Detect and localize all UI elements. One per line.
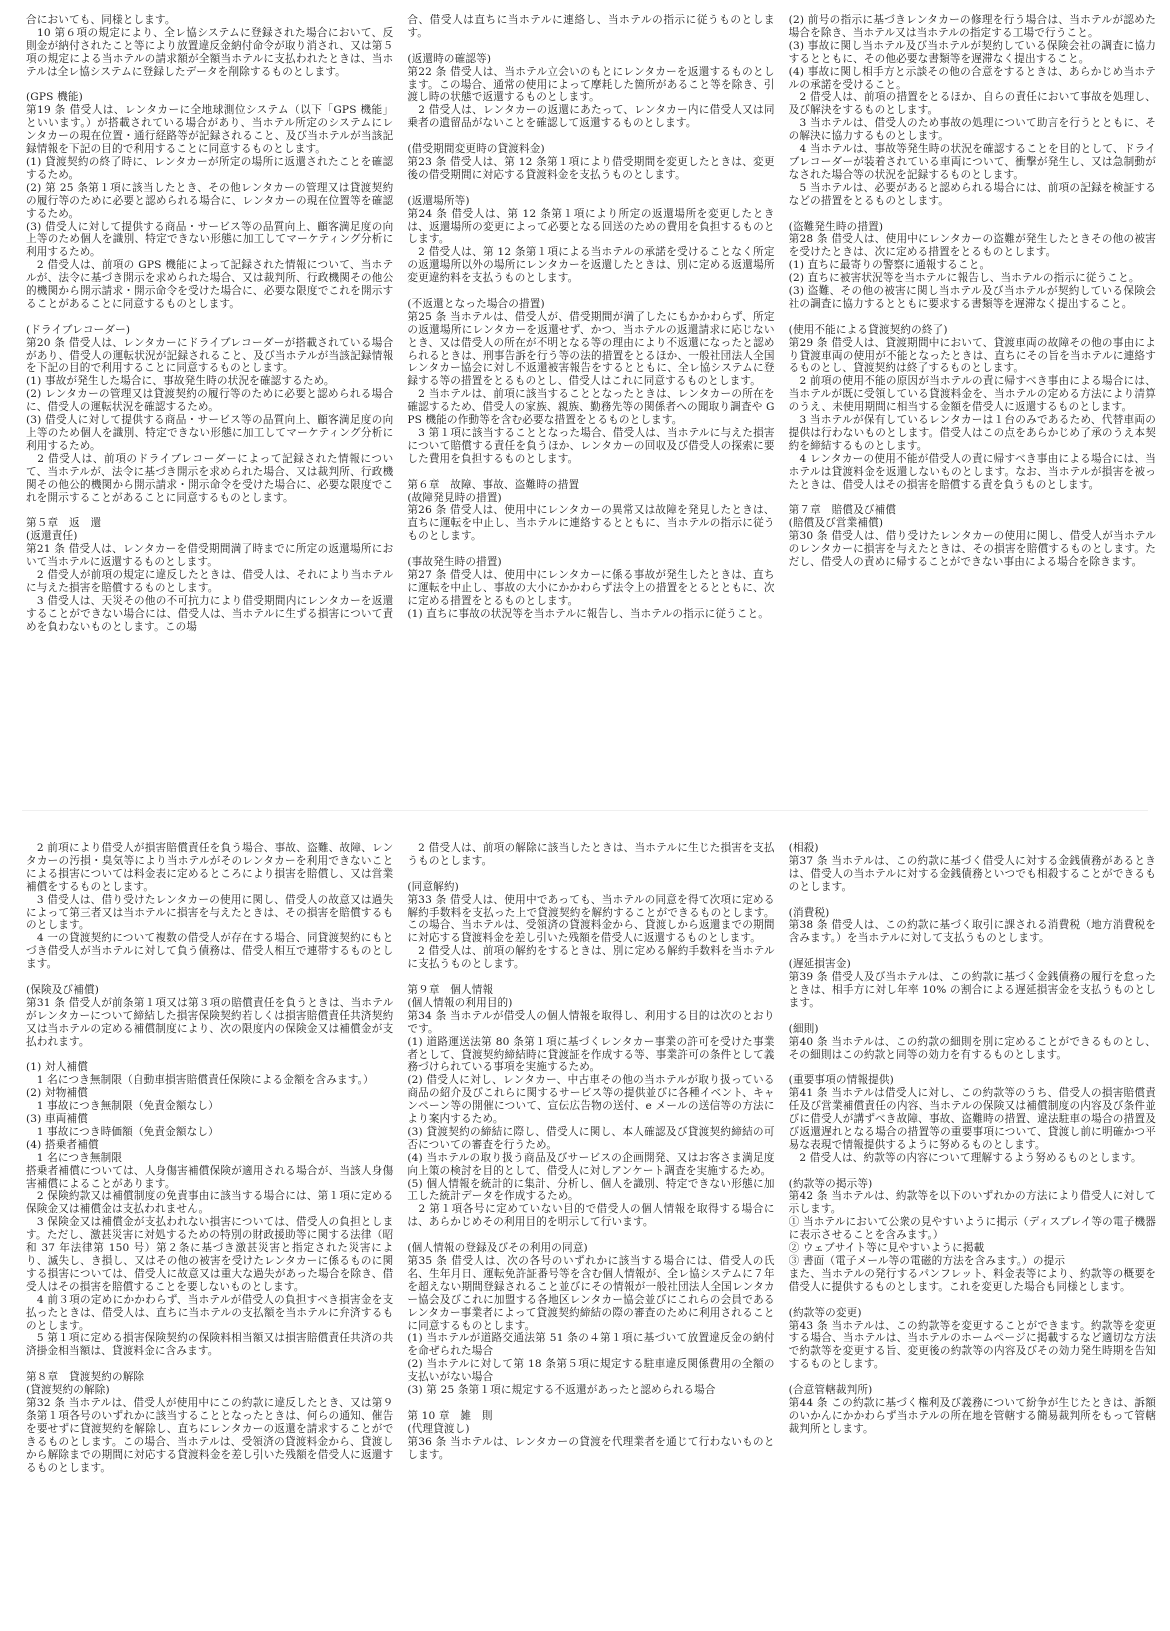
clause-line: 1 事故につき無制限（免責金額なし）	[26, 1100, 219, 1113]
clause-line: 2 借受人が前項の規定に違反したときは、借受人は、それにより当ホテルに与えた損害を賠償するものとします。	[26, 568, 394, 594]
clause-line: 3 第１項に該当することとなった場合、借受人は、当ホテルに与えた損害について賠償する責任を負うほか、レンタカーの回収及び借受人の探索に要した費用を負担するものとします。	[407, 427, 775, 465]
clause-line: 2 借受人は、第 12 条第１項による当ホテルの承諾を受けることなく所定の返還場所以外の場所にレンタカーを返還したときは、別に定める返還場所変更違約料を支払うものとします。	[407, 246, 775, 285]
clause-line: ① 当ホテルにおいて公衆の見やすいように掲示（ディスプレイ等の電子機器に表示させることを含みます。）	[788, 1216, 1156, 1242]
clause-line: 4 前３項の定めにかかわらず、当ホテルが借受人の負担すべき損害金を支払ったときは、借受人は、直ちに当ホテルの支払額を当ホテルに弁済するものとします。	[26, 1293, 394, 1332]
clause-line: ② ウェブサイト等に見やすいように掲載	[788, 1242, 985, 1255]
clause-line: (1) 直ちに事故の状況等を当ホテルに報告し、当ホテルの指示に従うこと。	[407, 607, 770, 620]
upper-right-column	[789, 14, 1156, 792]
clause-line: また、当ホテルの発行するパンフレット、料金表等により、約款等の概要を借受人に提供するものとします。これを変更した場合も同様とします。	[788, 1267, 1156, 1293]
clause-line: 2 前項の使用不能の原因が当ホテルの責に帰すべき事由による場合には、当ホテルが既に受領している貸渡料金を、当ホテルの定める方法により清算のうえ、未使用期間に相当する金額を借受人に返還するものとします。	[788, 375, 1156, 414]
clause-line: 第44 条 この約款に基づく権利及び義務について紛争が生じたときは、訴額のいかんにかかわらず当ホテルの所在地を管轄する簡易裁判所をもって管轄裁判所とします。	[788, 1396, 1156, 1435]
clause-line: 合においても、同様とします。	[26, 14, 176, 26]
clause-line: 2 借受人は、約款等の内容について理解するよう努めるものとします。	[788, 1151, 1142, 1164]
clause-line: (代理貸渡し)	[407, 1422, 470, 1435]
clause-line: (借受期間変更時の貸渡料金)	[407, 143, 545, 156]
clause-line	[407, 182, 774, 195]
clause-line: 3 保険金又は補償金が支払われない損害については、借受人の負担とします。ただし、激甚災害に対処するための特別の財政援助等に関する法律（昭和 37 年法律第 150 号）第２条に基づき激甚災害と指定された災害により、滅失し、き損し、又はその他の被害を受けたレンタカーに係るものに関する損害については、借受人に故意又は重大な過失があった場合を除き、借受人はその損害を賠償することを要しないものとします。	[26, 1216, 394, 1293]
clause-line	[789, 1294, 1156, 1307]
clause-line: (個人情報の利用目的)	[407, 996, 513, 1009]
lower-middle-column	[407, 842, 774, 1622]
clause-line: 第38 条 借受人は、この約款に基づく取引に課される消費税（地方消費税を含みます。）を当ホテルに対して支払うものとします。	[788, 919, 1156, 945]
clause-line: (3) 借受人に対して提供する商品・サービス等の品質向上、顧客満足度の向上等のため個人を識別、特定できない形態に加工してマーケティング分析に利用するため。	[26, 220, 394, 259]
clause-line	[789, 311, 1156, 324]
clause-line	[407, 971, 774, 984]
clause-line: 第20 条 借受人は、レンタカーにドライブレコーダーが搭載されている場合があり、借受人の運転状況が記録されること、及び当ホテルが当該記録情報を下記の目的で利用することに同意するものとします。	[26, 336, 394, 375]
clause-line	[407, 130, 774, 143]
clause-line: (合意管轄裁判所)	[788, 1384, 873, 1397]
clause-line	[26, 79, 393, 92]
clause-line: 第43 条 当ホテルは、この約款等を変更することができます。約款等を変更する場合、当ホテルは、当ホテルのホームページに掲載するなど適切な方法で約款等を変更する旨、変更後の約款等の内容及びその効力発生時期を告知するものとします。	[788, 1319, 1156, 1371]
clause-line: 第22 条 借受人は、当ホテル立会いのもとにレンタカーを返還するものとします。この場合、通常の使用によって摩耗した箇所があること等を除き、引渡し時の状態で返還するものとします。	[407, 65, 775, 104]
clause-line: 第36 条 当ホテルは、レンタカーの貸渡を代理業者を通じて行わないものとします。	[407, 1435, 775, 1461]
clause-line: 3 当ホテルは、借受人のため事故の処理について助言を行うとともに、その解決に協力するものとします。	[788, 117, 1156, 143]
clause-line	[789, 945, 1156, 958]
clause-line: (同意解約)	[407, 880, 459, 893]
clause-line: 第26 条 借受人は、使用中にレンタカーの異常又は故障を発見したときは、直ちに運転を中止し、当ホテルに連絡するとともに、当ホテルの指示に従うものとします。	[407, 504, 775, 543]
clause-line: (1) 当ホテルが道路交通法第 51 条の４第１項に基づいて放置違反金の納付を命ぜられた場合	[407, 1332, 775, 1358]
clause-line: (遅延損害金)	[788, 958, 851, 971]
clause-line: 2 保険約款又は補償制度の免責事由に該当する場合には、第１項に定める保険金又は補償金は支払われません。	[26, 1190, 394, 1216]
clause-line	[26, 1358, 393, 1371]
clause-line: 2 借受人は、前項の解除に該当したときは、当ホテルに生じた損害を支払うものとします。	[407, 842, 775, 867]
upper-middle-column	[407, 14, 774, 792]
clause-line: 第40 条 当ホテルは、この約款の細則を別に定めることができるものとし、その細則はこの約款と同等の効力を有するものとします。	[788, 1035, 1156, 1061]
clause-line: 4 当ホテルは、事故等発生時の状況を確認することを目的として、ドライブレコーダーが装着されている車両について、衝撃が発生し、又は急制動がなされた場合等の状況を記録するものとします。	[788, 143, 1156, 181]
clause-line: (5) 個人情報を統計的に集計、分析し、個人を識別、特定できない形態に加工した統計データを作成するため。	[407, 1177, 775, 1203]
clause-line: (返還時の確認等)	[407, 52, 492, 65]
clause-line	[407, 40, 774, 53]
clause-line: 2 第１項各号に定めていない目的で借受人の個人情報を取得する場合には、あらかじめその利用目的を明示して行います。	[407, 1203, 775, 1229]
clause-line: (2) 当ホテルに対して第 18 条第５項に規定する駐車違反関係費用の全額の支払いがない場合	[407, 1358, 775, 1384]
clause-line: (保険及び補償)	[26, 983, 100, 996]
clause-line: 5 当ホテルは、必要があると認められる場合には、前項の記録を検証するなどの措置をとるものとします。	[788, 181, 1156, 207]
clause-line	[407, 1397, 774, 1410]
clause-line	[789, 1371, 1156, 1384]
clause-line: (4) 当ホテルの取り扱う商品及びサービスの企画開発、又はお客さま満足度向上策の検討を目的として、借受人に対しアンケート調査を実施するため。	[407, 1151, 775, 1177]
upper-page-section	[0, 14, 1170, 792]
clause-line	[407, 868, 774, 881]
clause-line	[789, 1061, 1156, 1074]
clause-line: 3 借受人は、天災その他の不可抗力により借受期間内にレンタカーを返還することができない場合には、借受人は、当ホテルに生ずる損害について責めを負わないものとします。この場	[26, 594, 394, 633]
clause-line: (2) 借受人に対し、レンタカー、中古車その他の当ホテルが取り扱っている商品の紹介及びこれらに関するサービス等の提供並びに各種イベント、キャンペーン等の開催について、宣伝広告物の送付、e メールの送信等の方法により案内するため。	[407, 1074, 775, 1126]
clause-line: 第32 条 当ホテルは、借受人が使用中にこの約款に違反したとき、又は第９条第１項各号のいずれかに該当することとなったときは、何らの通知、催告を要せずに貸渡契約を解除し、直ちにレンタカーの返還を請求することができるものとします。この場合、当ホテルは、受領済の貸渡料金から、貸渡しから解除までの期間に対応する貸渡料金を差し引いた残額を借受人に返還するものとします。	[26, 1396, 394, 1474]
clause-line: (事故発生時の措置)	[407, 556, 502, 569]
clause-line: (使用不能による貸渡契約の終了)	[788, 323, 948, 336]
clause-line: (2) レンタカーの管理又は貸渡契約の履行等のために必要と認められる場合に、借受人の運転状況を確認するため。	[26, 388, 394, 414]
clause-line	[26, 311, 393, 324]
clause-line: (盗難発生時の措置)	[788, 220, 884, 233]
clause-line: 2 前項により借受人が損害賠償責任を負う場合、事故、盗難、故障、レンタカーの汚損・臭気等により当ホテルがそのレンタカーを利用できないことによる損害については料金表に定めるところにより損害を賠償し、又は営業補償をするものとします。	[26, 842, 394, 893]
clause-line: 搭乗者補償については、人身傷害補償保険が適用される場合が、当該人身傷害補償によることがあります。	[26, 1164, 394, 1190]
clause-line: (故障発見時の措置)	[407, 491, 502, 504]
clause-line: 第９章 個人情報	[407, 983, 494, 996]
clause-line: (1) 直ちに最寄りの警察に通報すること。	[788, 259, 991, 272]
clause-line: 4 一の貸渡契約について複数の借受人が存在する場合、同貸渡契約にもとづき借受人が当ホテルに対して負う債務は、借受人相互で連帯するものとします。	[26, 932, 394, 971]
clause-line: (消費税)	[788, 906, 830, 919]
clause-line: 2 借受人は、前項の解約をするときは、別に定める解約手数料を当ホテルに支払うものとします。	[407, 945, 775, 971]
clause-line: (2) 第 25 条第１項に該当したとき、その他レンタカーの管理又は貸渡契約の履行等のために必要と認められる場合に、レンタカーの現在位置等を確認するため。	[26, 181, 394, 220]
clause-line: (2) 対物補償	[26, 1087, 88, 1100]
clause-line: 第35 条 借受人は、次の各号のいずれかに該当する場合には、借受人の氏名、生年月日、運転免許証番号等を含む個人情報が、全レ協システムに７年を超えない期間登録されること並びにその情報が一般社団法人全国レンタカー協会及びこれに加盟する各地区レンタカー協会並びにこれらの会員であるレンタカー事業者によって貸渡契約締結の際の審査のために利用されることに同意するものとします。	[407, 1255, 775, 1332]
clause-line: (3) 車両補償	[26, 1113, 88, 1126]
clause-line: (不返還となった場合の措置)	[407, 297, 545, 310]
clause-line	[789, 894, 1156, 907]
clause-line: (2) 前号の指示に基づきレンタカーの修理を行う場合は、当ホテルが認めた場合を除き、当ホテル又は当ホテルの指定する工場で行うこと。	[788, 14, 1156, 39]
clause-line: 第29 条 借受人は、貸渡期間中において、貸渡車両の故障その他の事由により貸渡車両の使用が不能となったときは、直ちにその旨を当ホテルに連絡するものとし、貸渡契約は終了するものとします。	[788, 336, 1156, 375]
lower-right-column	[789, 842, 1156, 1622]
clause-line	[26, 504, 393, 517]
clause-line: 合、借受人は直ちに当ホテルに連絡し、当ホテルの指示に従うものとします。	[407, 14, 775, 39]
clause-line: 2 借受人は、前項の GPS 機能によって記録された情報について、当ホテルが、法令に基づき開示を求められた場合、又は裁判所、行政機関その他公的機関から開示請求・開示命令を受けた場合に、必要な限度でこれを開示することがあることに同意するものとします。	[26, 259, 394, 310]
clause-line: (GPS 機能)	[26, 91, 83, 104]
clause-line: (3) 貸渡契約の締結に際し、借受人に関し、本人確認及び貸渡契約締結の可否についての審査を行うため。	[407, 1125, 775, 1151]
clause-line: (1) 貸渡契約の終了時に、レンタカーが所定の場所に返還されたことを確認するため。	[26, 155, 394, 181]
clause-line: 4 レンタカーの使用不能が借受人の責に帰すべき事由による場合には、当ホテルは貸渡料金を返還しないものとします。なお、当ホテルが損害を被ったときは、借受人はその損害を賠償する責を負うものとします。	[788, 452, 1156, 491]
clause-line: (3) 盗難、その他の被害に関し当ホテル及び当ホテルが契約している保険会社の調査に協力するとともに要求する書類等を遅滞なく提出すること。	[788, 285, 1156, 310]
clause-line: (個人情報の登録及びその利用の同意)	[407, 1242, 588, 1255]
clause-line	[789, 1165, 1156, 1178]
clause-line: 2 借受人は、レンタカーの返還にあたって、レンタカー内に借受人又は同乗者の遺留品がないことを確認して返還するものとします。	[407, 104, 775, 130]
clause-line	[789, 492, 1156, 505]
upper-left-column	[26, 14, 393, 792]
clause-line: 1 事故につき時価額（免責金額なし）	[26, 1125, 219, 1138]
clause-line: (相殺)	[788, 842, 819, 854]
clause-line: 第28 条 借受人は、使用中にレンタカーの盗難が発生したときその他の被害を受けたときは、次に定める措置をとるものとします。	[788, 233, 1156, 259]
clause-line: 第31 条 借受人が前条第１項又は第３項の賠償責任を負うときは、当ホテルがレンタカーについて締結した損害保険契約若しくは損害賠償責任共済契約又は当ホテルの定める補償制度により、次の限度内の保険金又は補償金が支払われます。	[26, 996, 394, 1048]
clause-line: 第23 条 借受人は、第 12 条第１項により借受期間を変更したときは、変更後の借受期間に対応する貸渡料金を支払うものとします。	[407, 155, 775, 181]
clause-line: (1) 事故が発生した場合に、事故発生時の状況を確認するため。	[26, 375, 335, 388]
clause-line: 1 名につき無制限	[26, 1151, 123, 1164]
lower-left-column	[26, 842, 393, 1622]
clause-line: (約款等の変更)	[788, 1306, 862, 1319]
clause-line: (3) 事故に関し当ホテル及び当ホテルが契約している保険会社の調査に協力するとともに、その他必要な書類等を遅滞なく提出すること。	[788, 39, 1156, 65]
clause-line: (ドライブレコーダー)	[26, 323, 131, 336]
clause-line: (2) 直ちに被害状況等を当ホテルに報告し、当ホテルの指示に従うこと。	[788, 272, 1140, 285]
clause-line: (貸渡契約の解除)	[26, 1384, 110, 1397]
clause-line: 第33 条 借受人は、使用中であっても、当ホテルの同意を得て次項に定める解約手数料を支払った上で貸渡契約を解約することができるものとします。この場合、当ホテルは、受領済の貸渡料金から、貸渡しから返還までの期間に対応する貸渡料金を差し引いた残額を借受人に返還するものとします。	[407, 893, 775, 945]
clause-line: (返還場所等)	[407, 194, 470, 207]
clause-line: 第37 条 当ホテルは、この約款に基づく借受人に対する金銭債務があるときは、借受人の当ホテルに対する金銭債務といつでも相殺することができるものとします。	[788, 854, 1156, 893]
clause-line: 第41 条 当ホテルは借受人に対し、この約款等のうち、借受人の損害賠償責任及び営業補償責任の内容、当ホテルの保険又は補償制度の内容及び条件並びに借受人が講ずべき故障、事故、盗難時の措置、違法駐車の場合の措置及び返還遅れとなる場合の措置等の重要事項について、貸渡し前に明確かつ平易な表現で情報提供するように努めるものとします。	[788, 1087, 1156, 1151]
clause-line: 第21 条 借受人は、レンタカーを借受期間満了時までに所定の返還場所において当ホテルに返還するものとします。	[26, 543, 394, 569]
clause-line: (3) 借受人に対して提供する商品・サービス等の品質向上、顧客満足度の向上等のため個人を識別、特定できない形態に加工してマーケティング分析に利用するため。	[26, 414, 394, 452]
clause-line: 2 借受人は、前項の措置をとるほか、自らの責任において事故を処理し、及び解決をするものとします。	[788, 91, 1156, 117]
lower-page-section	[0, 842, 1170, 1622]
clause-line	[26, 971, 393, 984]
clause-line: 第 10 章 雑 則	[407, 1409, 493, 1422]
clause-line: 第８章 貸渡契約の解除	[26, 1371, 145, 1384]
clause-line	[26, 1049, 393, 1062]
clause-line	[789, 1010, 1156, 1023]
clause-line: 第24 条 借受人は、第 12 条第１項により所定の返還場所を変更したときは、返還場所の変更によって必要となる回送のための費用を負担するものとします。	[407, 207, 775, 246]
clause-line: (1) 道路運送法第 80 条第１項に基づくレンタカー事業の許可を受けた事業者として、貸渡契約締結時に貸渡証を作成する等、事業許可の条件として義務づけられている事項を実施するため。	[407, 1035, 775, 1074]
clause-line: (賠償及び営業補償)	[788, 517, 884, 530]
clause-line: 第25 条 当ホテルは、借受人が、借受期間が満了したにもかかわらず、所定の返還場所にレンタカーを返還せず、かつ、当ホテルの返還請求に応じないとき、又は借受人の所在が不明となる等の理由により不返還になったと認められるときは、刑事告訴を行う等の法的措置をとるほか、一般社団法人全国レンタカー協会に対し不返還被害報告をするとともに、全レ協システムに登録する等の措置をとるものとし、借受人はこれに同意するものとします。	[407, 310, 775, 388]
clause-line	[407, 543, 774, 556]
clause-line	[407, 1229, 774, 1242]
clause-line	[407, 285, 774, 298]
clause-line: 2 借受人は、前項のドライブレコーダーによって記録された情報について、当ホテルが、法令に基づき開示を求められた場合、又は裁判所、行政機関その他公的機関から開示請求・開示命令を受けた場合に、必要な限度でこれを開示することがあることに同意するものとします。	[26, 452, 394, 504]
clause-line: 3 当ホテルが保有しているレンタカーは１台のみであるため、代替車両の提供は行わないものとします。借受人はこの点をあらかじめ了承のうえ本契約を締結するものとします。	[788, 414, 1156, 452]
clause-line: 第27 条 借受人は、使用中にレンタカーに係る事故が発生したときは、直ちに運転を中止し、事故の大小にかかわらず法令上の措置をとるとともに、次に定める措置をとるものとします。	[407, 568, 775, 607]
clause-line: 第６章 故障、事故、盗難時の措置	[407, 478, 580, 491]
clause-line: 第５章 返 還	[26, 517, 102, 530]
clause-line: 第39 条 借受人及び当ホテルは、この約款に基づく金銭債務の履行を怠ったときは、相手方に対し年率 10% の割合による遅延損害金を支払うものとします。	[788, 971, 1156, 1009]
clause-line: (返還責任)	[26, 530, 78, 543]
clause-line: (細則)	[788, 1022, 819, 1035]
clause-line: 1 名につき無制限（自動車損害賠償責任保険による金額を含みます。）	[26, 1074, 374, 1087]
clause-line: (約款等の掲示等)	[788, 1177, 873, 1190]
clause-line: 第34 条 当ホテルが借受人の個人情報を取得し、利用する目的は次のとおりです。	[407, 1009, 775, 1035]
clause-line: 5 第１項に定める損害保険契約の保険料相当額又は損害賠償責任共済の共済掛金相当額は、貸渡料金に含みます。	[26, 1332, 394, 1358]
clause-line: (3) 第 25 条第１項に規定する不返還があったと認められる場合	[407, 1384, 716, 1397]
clause-line: 10 第６項の規定により、全レ協システムに登録された場合において、反則金が納付されたこと等により放置違反金納付命令が取り消され、又は第５項の規定による当ホテルの請求額が全額当ホテルに支払われたときは、当ホテルは全レ協システムに登録したデータを削除するものとします。	[26, 26, 394, 78]
clause-line: 第30 条 借受人は、借り受けたレンタカーの使用に関し、借受人が当ホテルのレンタカーに損害を与えたときは、その損害を賠償するものとします。ただし、借受人の責めに帰することができない事由による場合を除きます。	[788, 530, 1156, 569]
clause-line	[407, 466, 774, 479]
clause-line	[789, 208, 1156, 221]
clause-line: 2 当ホテルは、前項に該当することとなったときは、レンタカーの所在を確認するため、借受人の家族、親族、勤務先等の関係者への聞取り調査や GPS 機能の作動等を含む必要な措置をとるものとします。	[407, 388, 775, 427]
page-divider	[22, 810, 1148, 811]
clause-line: (重要事項の情報提供)	[788, 1074, 894, 1087]
clause-line: 第42 条 当ホテルは、約款等を以下のいずれかの方法により借受人に対して示します。	[788, 1190, 1156, 1216]
clause-line: 第７章 賠償及び補償	[788, 504, 897, 517]
clause-line: 第19 条 借受人は、レンタカーに全地球測位システム（以下「GPS 機能」といいます。）が搭載されている場合があり、当ホテル所定のシステムにレンタカーの現在位置・通行経路等が記録されること、及び当ホテルが当該記録情報を下記の目的で利用することに同意するものとします。	[26, 104, 394, 156]
clause-line: (1) 対人補償	[26, 1061, 88, 1074]
clause-line: 3 借受人は、借り受けたレンタカーの使用に関し、借受人の故意又は過失によって第三者又は当ホテルに損害を与えたときは、その損害を賠償するものとします。	[26, 893, 394, 932]
clause-line: (4) 事故に関し相手方と示談その他の合意をするときは、あらかじめ当ホテルの承諾を受けること。	[788, 65, 1156, 91]
clause-line: ③ 書面（電子メール等の電磁的方法を含みます。）の提示	[788, 1255, 1066, 1267]
clause-line: (4) 搭乗者補償	[26, 1138, 99, 1151]
